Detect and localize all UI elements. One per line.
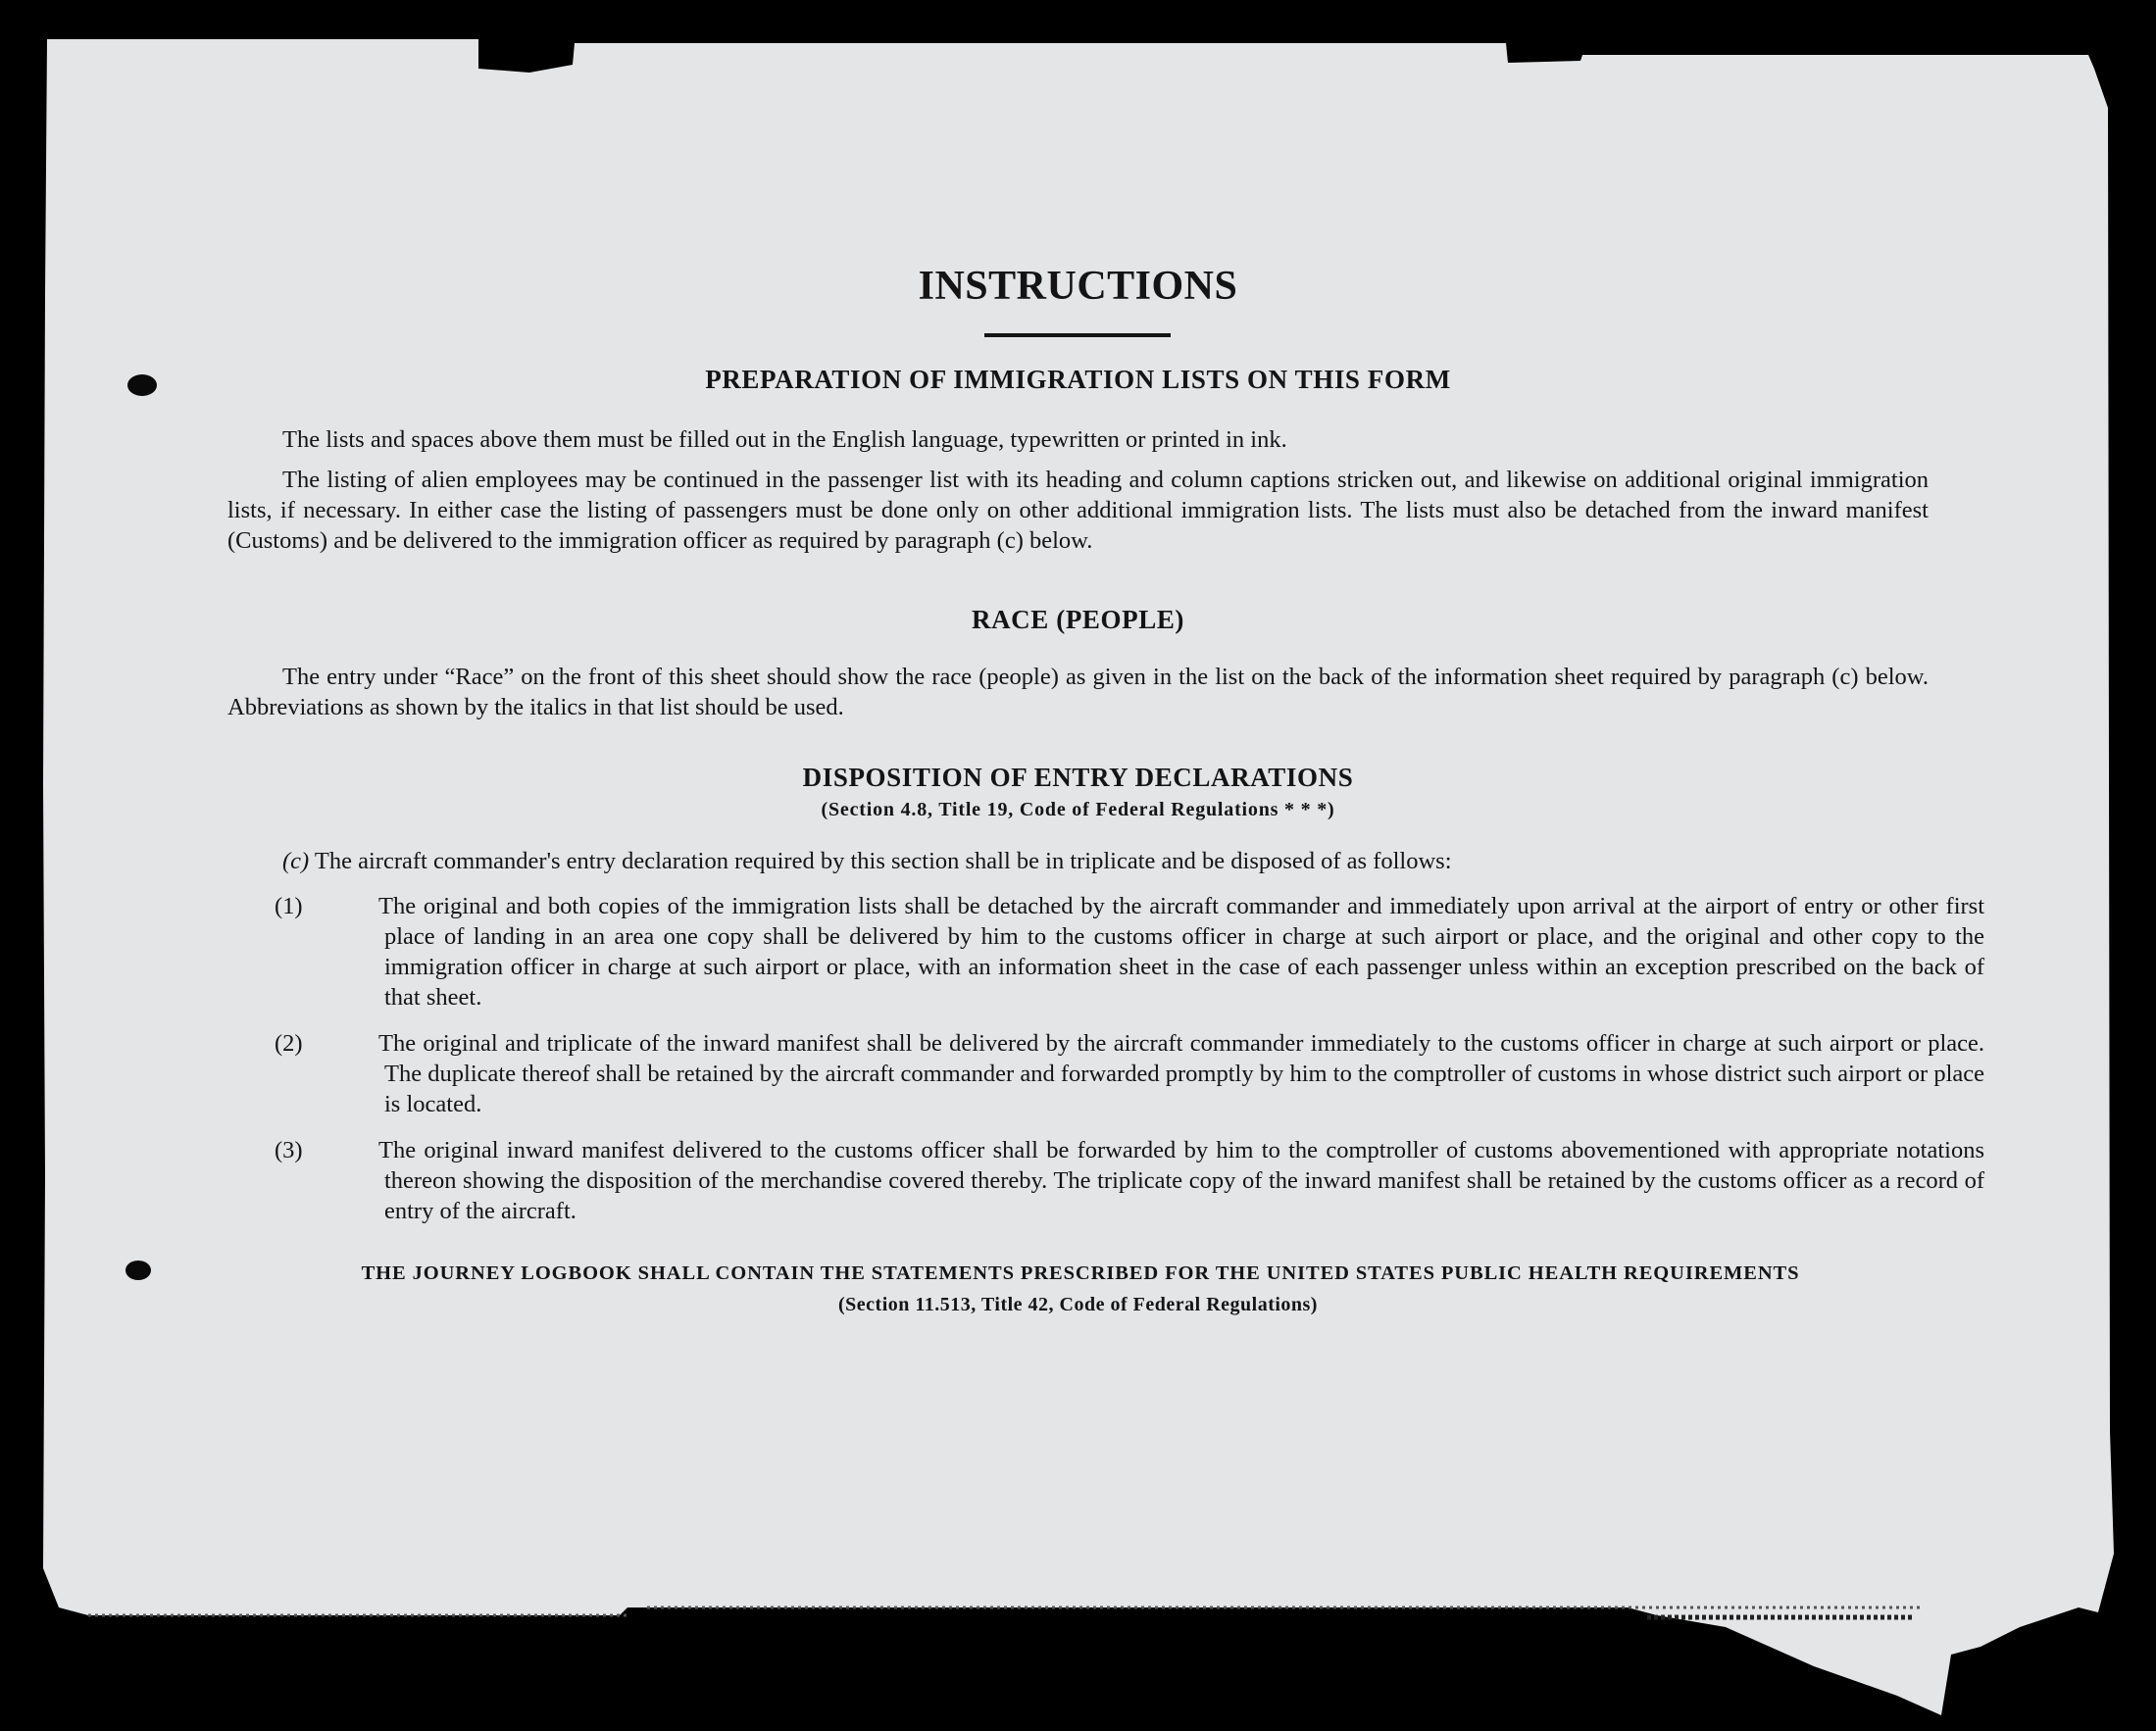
paragraph-preparation-2: The listing of alien employees may be continued in the passenger list with its heading and column captions stricken out, and likewise on additional original immigration lists, if necessary. In either case the listing of passengers must be done only on other additional immigration lists. The lists must also be detached from the inward manifest (Customs) and be delivered to the immigration officer as required by paragraph (c) below. — [227, 467, 1929, 554]
heading-race: RACE (PEOPLE) — [971, 605, 1185, 634]
item-number: (2) — [275, 1030, 303, 1057]
heading-preparation: PREPARATION OF IMMIGRATION LISTS ON THIS FORM — [705, 365, 1451, 394]
footer-citation: (Section 11.513, Title 42, Code of Federal Regulations) — [838, 1294, 1318, 1315]
page-title: INSTRUCTIONS — [918, 264, 1238, 309]
list-item — [275, 1028, 1984, 1119]
heading-disposition: DISPOSITION OF ENTRY DECLARATIONS — [802, 763, 1354, 792]
list-item — [275, 891, 1984, 1013]
item-number: (1) — [275, 893, 303, 919]
item-number: (3) — [275, 1137, 303, 1163]
list-item — [275, 1135, 1984, 1226]
footer-statement: THE JOURNEY LOGBOOK SHALL CONTAIN THE STATEMENTS PRESCRIBED FOR THE UNITED STATES PUBLIC HEALTH REQUIREMENTS — [361, 1262, 1800, 1284]
item-text: The original and triplicate of the inward manifest shall be delivered by the aircraft commander immediately to the customs officer in charge at such airport or place. The duplicate thereof shall be retained by the aircraft commander and forwarded promptly by him to the comptroller of customs in whose district such airport or place is located. — [378, 1030, 1984, 1117]
item-text: The original and both copies of the immigration lists shall be detached by the aircraft commander and immediately upon arrival at the airport of entry or other first place of landing in an area one copy shall be delivered by him to the customs officer in charge at such airport or place, and the original and other copy to the immigration officer in charge at such airport or place, with an information sheet in the case of each passenger unless within an exception prescribed on the back of that sheet. — [378, 893, 1984, 1011]
paragraph-race: The entry under “Race” on the front of this sheet should show the race (people) as given in the list on the back of the information sheet required by paragraph (c) below. Abbreviations as shown by the italics in that list should be used. — [227, 664, 1929, 720]
intro-label: (c) — [282, 848, 310, 874]
paragraph-preparation-1: The lists and spaces above them must be filled out in the English language, typewritten or printed in ink. — [282, 426, 1287, 453]
item-text: The original inward manifest delivered to the customs officer shall be forwarded by him to the comptroller of customs abovementioned with appropriate notations thereon showing the disposition of the merchandise covered thereby. The triplicate copy of the inward manifest shall be retained by the customs officer as a record of entry of the aircraft. — [378, 1137, 1984, 1224]
intro-text: The aircraft commander's entry declaration required by this section shall be in triplicate and be disposed of as follows: — [314, 848, 1452, 874]
title-underline — [984, 333, 1171, 337]
disposition-citation: (Section 4.8, Title 19, Code of Federal Regulations * * *) — [821, 799, 1335, 820]
paragraph-disposition-intro — [227, 846, 1929, 876]
